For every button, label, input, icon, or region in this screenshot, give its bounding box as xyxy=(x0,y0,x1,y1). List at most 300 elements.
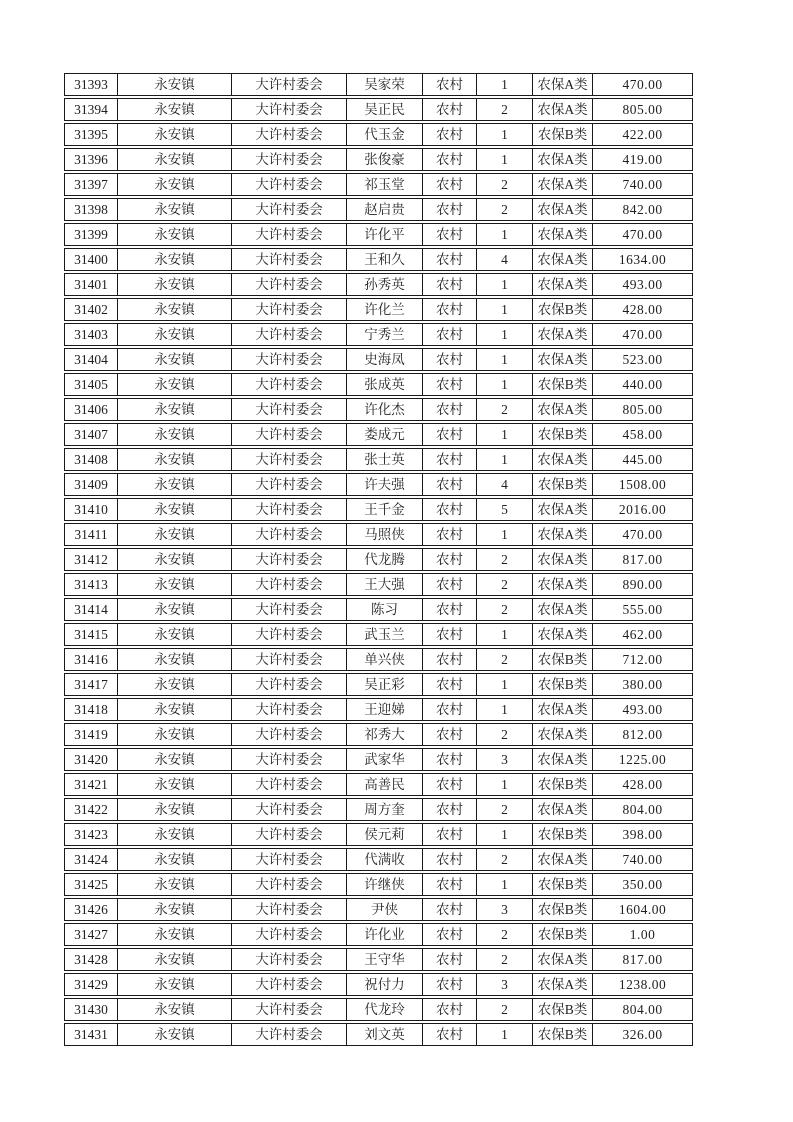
town-cell: 永安镇 xyxy=(117,599,231,620)
residence-type-cell: 农村 xyxy=(422,299,476,320)
record-id-cell: 31424 xyxy=(74,852,108,867)
residence-type-cell: 农村 xyxy=(422,849,476,870)
person-count-cell: 1 xyxy=(476,1024,532,1045)
table-row xyxy=(64,223,693,246)
person-count-cell: 3 xyxy=(476,749,532,770)
record-id-cell: 31404 xyxy=(74,352,108,367)
residence-type-cell: 农村 xyxy=(422,274,476,295)
amount-cell: 740.00 xyxy=(592,174,692,195)
insurance-category-cell: 农保A类 xyxy=(532,399,592,420)
table-row xyxy=(64,73,693,96)
record-id-cell: 31405 xyxy=(74,377,108,392)
person-count-cell: 1 xyxy=(476,324,532,345)
amount-cell: 398.00 xyxy=(592,824,692,845)
person-count-cell: 2 xyxy=(476,649,532,670)
table-row xyxy=(64,398,693,421)
record-id-cell: 31420 xyxy=(74,752,108,767)
person-name-cell: 武家华 xyxy=(346,749,422,770)
table-row xyxy=(64,673,693,696)
town-cell: 永安镇 xyxy=(117,324,231,345)
town-cell: 永安镇 xyxy=(117,574,231,595)
village-committee-cell: 大许村委会 xyxy=(231,499,346,520)
record-id-cell: 31408 xyxy=(74,452,108,467)
amount-cell: 1604.00 xyxy=(592,899,692,920)
village-committee-cell: 大许村委会 xyxy=(231,549,346,570)
table-row xyxy=(64,873,693,896)
residence-type-cell: 农村 xyxy=(422,724,476,745)
village-committee-cell: 大许村委会 xyxy=(231,474,346,495)
person-name-cell: 王迎娣 xyxy=(346,699,422,720)
insurance-category-cell: 农保B类 xyxy=(532,824,592,845)
table-row xyxy=(64,98,693,121)
amount-cell: 842.00 xyxy=(592,199,692,220)
village-committee-cell: 大许村委会 xyxy=(231,999,346,1020)
record-id-cell: 31393 xyxy=(74,77,108,92)
town-cell: 永安镇 xyxy=(117,1024,231,1045)
person-name-cell: 张成英 xyxy=(346,374,422,395)
town-cell: 永安镇 xyxy=(117,174,231,195)
amount-cell: 428.00 xyxy=(592,774,692,795)
village-committee-cell: 大许村委会 xyxy=(231,299,346,320)
town-cell: 永安镇 xyxy=(117,799,231,820)
amount-cell: 350.00 xyxy=(592,874,692,895)
residence-type-cell: 农村 xyxy=(422,399,476,420)
record-id-cell: 31412 xyxy=(74,552,108,567)
town-cell: 永安镇 xyxy=(117,149,231,170)
person-name-cell: 代满收 xyxy=(346,849,422,870)
record-id-cell: 31430 xyxy=(74,1002,108,1017)
village-committee-cell: 大许村委会 xyxy=(231,99,346,120)
amount-cell: 493.00 xyxy=(592,274,692,295)
village-committee-cell: 大许村委会 xyxy=(231,424,346,445)
table-row xyxy=(64,723,693,746)
person-count-cell: 4 xyxy=(476,474,532,495)
person-count-cell: 1 xyxy=(476,349,532,370)
village-committee-cell: 大许村委会 xyxy=(231,799,346,820)
residence-type-cell: 农村 xyxy=(422,999,476,1020)
table-row xyxy=(64,773,693,796)
village-committee-cell: 大许村委会 xyxy=(231,224,346,245)
residence-type-cell: 农村 xyxy=(422,99,476,120)
residence-type-cell: 农村 xyxy=(422,624,476,645)
person-count-cell: 1 xyxy=(476,74,532,95)
table-row xyxy=(64,923,693,946)
insurance-category-cell: 农保B类 xyxy=(532,1024,592,1045)
town-cell: 永安镇 xyxy=(117,999,231,1020)
village-committee-cell: 大许村委会 xyxy=(231,824,346,845)
residence-type-cell: 农村 xyxy=(422,924,476,945)
insurance-category-cell: 农保B类 xyxy=(532,674,592,695)
town-cell: 永安镇 xyxy=(117,474,231,495)
person-name-cell: 张俊豪 xyxy=(346,149,422,170)
village-committee-cell: 大许村委会 xyxy=(231,449,346,470)
table-row xyxy=(64,548,693,571)
amount-cell: 470.00 xyxy=(592,324,692,345)
amount-cell: 555.00 xyxy=(592,599,692,620)
village-committee-cell: 大许村委会 xyxy=(231,249,346,270)
person-name-cell: 宁秀兰 xyxy=(346,324,422,345)
town-cell: 永安镇 xyxy=(117,74,231,95)
person-count-cell: 2 xyxy=(476,849,532,870)
residence-type-cell: 农村 xyxy=(422,199,476,220)
person-name-cell: 单兴侠 xyxy=(346,649,422,670)
village-committee-cell: 大许村委会 xyxy=(231,699,346,720)
table-row xyxy=(64,198,693,221)
table-row xyxy=(64,1023,693,1046)
insurance-category-cell: 农保A类 xyxy=(532,174,592,195)
town-cell: 永安镇 xyxy=(117,274,231,295)
village-committee-cell: 大许村委会 xyxy=(231,724,346,745)
person-count-cell: 3 xyxy=(476,974,532,995)
person-count-cell: 1 xyxy=(476,299,532,320)
town-cell: 永安镇 xyxy=(117,949,231,970)
amount-cell: 458.00 xyxy=(592,424,692,445)
amount-cell: 1238.00 xyxy=(592,974,692,995)
table-row xyxy=(64,748,693,771)
person-count-cell: 5 xyxy=(476,499,532,520)
village-committee-cell: 大许村委会 xyxy=(231,774,346,795)
person-count-cell: 1 xyxy=(476,149,532,170)
table-row xyxy=(64,348,693,371)
town-cell: 永安镇 xyxy=(117,524,231,545)
town-cell: 永安镇 xyxy=(117,299,231,320)
village-committee-cell: 大许村委会 xyxy=(231,199,346,220)
residence-type-cell: 农村 xyxy=(422,224,476,245)
amount-cell: 422.00 xyxy=(592,124,692,145)
table-row xyxy=(64,273,693,296)
insurance-category-cell: 农保A类 xyxy=(532,149,592,170)
person-count-cell: 1 xyxy=(476,274,532,295)
insurance-category-cell: 农保A类 xyxy=(532,624,592,645)
insurance-category-cell: 农保B类 xyxy=(532,874,592,895)
residence-type-cell: 农村 xyxy=(422,774,476,795)
insurance-category-cell: 农保A类 xyxy=(532,524,592,545)
residence-type-cell: 农村 xyxy=(422,524,476,545)
person-name-cell: 高善民 xyxy=(346,774,422,795)
person-name-cell: 娄成元 xyxy=(346,424,422,445)
amount-cell: 740.00 xyxy=(592,849,692,870)
person-name-cell: 许化业 xyxy=(346,924,422,945)
village-committee-cell: 大许村委会 xyxy=(231,124,346,145)
insurance-category-cell: 农保A类 xyxy=(532,849,592,870)
insurance-category-cell: 农保A类 xyxy=(532,724,592,745)
table-row xyxy=(64,523,693,546)
person-name-cell: 许化杰 xyxy=(346,399,422,420)
town-cell: 永安镇 xyxy=(117,749,231,770)
table-row xyxy=(64,698,693,721)
record-id-cell: 31402 xyxy=(74,302,108,317)
village-committee-cell: 大许村委会 xyxy=(231,649,346,670)
residence-type-cell: 农村 xyxy=(422,449,476,470)
amount-cell: 1508.00 xyxy=(592,474,692,495)
record-id-cell: 31423 xyxy=(74,827,108,842)
person-count-cell: 1 xyxy=(476,674,532,695)
village-committee-cell: 大许村委会 xyxy=(231,924,346,945)
town-cell: 永安镇 xyxy=(117,774,231,795)
table-row xyxy=(64,848,693,871)
table-row xyxy=(64,573,693,596)
amount-cell: 470.00 xyxy=(592,74,692,95)
person-count-cell: 1 xyxy=(476,624,532,645)
amount-cell: 445.00 xyxy=(592,449,692,470)
town-cell: 永安镇 xyxy=(117,499,231,520)
person-count-cell: 1 xyxy=(476,424,532,445)
amount-cell: 470.00 xyxy=(592,524,692,545)
village-committee-cell: 大许村委会 xyxy=(231,574,346,595)
record-id-cell: 31400 xyxy=(74,252,108,267)
town-cell: 永安镇 xyxy=(117,649,231,670)
residence-type-cell: 农村 xyxy=(422,499,476,520)
person-count-cell: 1 xyxy=(476,449,532,470)
person-count-cell: 1 xyxy=(476,699,532,720)
person-name-cell: 祁玉堂 xyxy=(346,174,422,195)
insurance-category-cell: 农保A类 xyxy=(532,749,592,770)
amount-cell: 1225.00 xyxy=(592,749,692,770)
record-id-cell: 31406 xyxy=(74,402,108,417)
residence-type-cell: 农村 xyxy=(422,249,476,270)
insurance-category-cell: 农保A类 xyxy=(532,449,592,470)
amount-cell: 1634.00 xyxy=(592,249,692,270)
residence-type-cell: 农村 xyxy=(422,824,476,845)
town-cell: 永安镇 xyxy=(117,249,231,270)
table-row xyxy=(64,823,693,846)
person-count-cell: 2 xyxy=(476,99,532,120)
village-committee-cell: 大许村委会 xyxy=(231,874,346,895)
table-row xyxy=(64,973,693,996)
village-committee-cell: 大许村委会 xyxy=(231,674,346,695)
person-name-cell: 吴家荣 xyxy=(346,74,422,95)
residence-type-cell: 农村 xyxy=(422,874,476,895)
person-count-cell: 1 xyxy=(476,774,532,795)
person-name-cell: 史海凤 xyxy=(346,349,422,370)
person-count-cell: 2 xyxy=(476,599,532,620)
record-id-cell: 31416 xyxy=(74,652,108,667)
person-count-cell: 2 xyxy=(476,399,532,420)
residence-type-cell: 农村 xyxy=(422,549,476,570)
person-count-cell: 2 xyxy=(476,949,532,970)
village-committee-cell: 大许村委会 xyxy=(231,974,346,995)
amount-cell: 440.00 xyxy=(592,374,692,395)
table-row xyxy=(64,598,693,621)
person-name-cell: 侯元莉 xyxy=(346,824,422,845)
record-id-cell: 31399 xyxy=(74,227,108,242)
person-name-cell: 代玉金 xyxy=(346,124,422,145)
insurance-category-cell: 农保B类 xyxy=(532,124,592,145)
insurance-category-cell: 农保B类 xyxy=(532,474,592,495)
record-id-cell: 31401 xyxy=(74,277,108,292)
person-name-cell: 代龙腾 xyxy=(346,549,422,570)
person-count-cell: 3 xyxy=(476,899,532,920)
person-name-cell: 赵启贵 xyxy=(346,199,422,220)
residence-type-cell: 农村 xyxy=(422,424,476,445)
insurance-category-cell: 农保B类 xyxy=(532,424,592,445)
amount-cell: 2016.00 xyxy=(592,499,692,520)
person-name-cell: 王和久 xyxy=(346,249,422,270)
person-count-cell: 1 xyxy=(476,824,532,845)
person-name-cell: 王守华 xyxy=(346,949,422,970)
residence-type-cell: 农村 xyxy=(422,674,476,695)
town-cell: 永安镇 xyxy=(117,924,231,945)
record-id-cell: 31426 xyxy=(74,902,108,917)
record-id-cell: 31410 xyxy=(74,502,108,517)
amount-cell: 1.00 xyxy=(592,924,692,945)
amount-cell: 804.00 xyxy=(592,799,692,820)
table-row xyxy=(64,373,693,396)
insurance-category-cell: 农保A类 xyxy=(532,949,592,970)
table-row xyxy=(64,423,693,446)
table-row xyxy=(64,648,693,671)
insurance-category-cell: 农保A类 xyxy=(532,324,592,345)
village-committee-cell: 大许村委会 xyxy=(231,599,346,620)
insurance-category-cell: 农保B类 xyxy=(532,774,592,795)
village-committee-cell: 大许村委会 xyxy=(231,374,346,395)
record-id-cell: 31428 xyxy=(74,952,108,967)
residence-type-cell: 农村 xyxy=(422,574,476,595)
table-row xyxy=(64,173,693,196)
amount-cell: 493.00 xyxy=(592,699,692,720)
amount-cell: 890.00 xyxy=(592,574,692,595)
town-cell: 永安镇 xyxy=(117,824,231,845)
record-id-cell: 31396 xyxy=(74,152,108,167)
person-name-cell: 许夫强 xyxy=(346,474,422,495)
residence-type-cell: 农村 xyxy=(422,599,476,620)
amount-cell: 380.00 xyxy=(592,674,692,695)
person-name-cell: 周方奎 xyxy=(346,799,422,820)
person-name-cell: 张士英 xyxy=(346,449,422,470)
amount-cell: 812.00 xyxy=(592,724,692,745)
village-committee-cell: 大许村委会 xyxy=(231,399,346,420)
person-count-cell: 1 xyxy=(476,224,532,245)
insurance-category-cell: 农保B类 xyxy=(532,649,592,670)
residence-type-cell: 农村 xyxy=(422,349,476,370)
town-cell: 永安镇 xyxy=(117,124,231,145)
town-cell: 永安镇 xyxy=(117,449,231,470)
table-row xyxy=(64,448,693,471)
insurance-category-cell: 农保A类 xyxy=(532,99,592,120)
person-count-cell: 1 xyxy=(476,874,532,895)
table-row xyxy=(64,498,693,521)
residence-type-cell: 农村 xyxy=(422,374,476,395)
record-id-cell: 31425 xyxy=(74,877,108,892)
town-cell: 永安镇 xyxy=(117,724,231,745)
table-row xyxy=(64,998,693,1021)
village-committee-cell: 大许村委会 xyxy=(231,624,346,645)
table-row xyxy=(64,298,693,321)
village-committee-cell: 大许村委会 xyxy=(231,149,346,170)
person-name-cell: 许化兰 xyxy=(346,299,422,320)
person-count-cell: 2 xyxy=(476,724,532,745)
amount-cell: 712.00 xyxy=(592,649,692,670)
person-name-cell: 吴正彩 xyxy=(346,674,422,695)
person-count-cell: 2 xyxy=(476,549,532,570)
insurance-category-cell: 农保A类 xyxy=(532,599,592,620)
residence-type-cell: 农村 xyxy=(422,149,476,170)
town-cell: 永安镇 xyxy=(117,424,231,445)
record-id-cell: 31427 xyxy=(74,927,108,942)
town-cell: 永安镇 xyxy=(117,899,231,920)
record-id-cell: 31395 xyxy=(74,127,108,142)
village-committee-cell: 大许村委会 xyxy=(231,324,346,345)
record-id-cell: 31394 xyxy=(74,102,108,117)
record-id-cell: 31411 xyxy=(74,527,108,542)
person-count-cell: 1 xyxy=(476,524,532,545)
town-cell: 永安镇 xyxy=(117,349,231,370)
insurance-category-cell: 农保A类 xyxy=(532,974,592,995)
residence-type-cell: 农村 xyxy=(422,749,476,770)
residence-type-cell: 农村 xyxy=(422,974,476,995)
amount-cell: 805.00 xyxy=(592,399,692,420)
amount-cell: 462.00 xyxy=(592,624,692,645)
person-name-cell: 祁秀大 xyxy=(346,724,422,745)
person-name-cell: 孙秀英 xyxy=(346,274,422,295)
insurance-category-cell: 农保B类 xyxy=(532,299,592,320)
village-committee-cell: 大许村委会 xyxy=(231,74,346,95)
person-count-cell: 2 xyxy=(476,799,532,820)
person-name-cell: 代龙玲 xyxy=(346,999,422,1020)
person-count-cell: 4 xyxy=(476,249,532,270)
village-committee-cell: 大许村委会 xyxy=(231,524,346,545)
residence-type-cell: 农村 xyxy=(422,324,476,345)
table-row xyxy=(64,623,693,646)
insurance-category-cell: 农保B类 xyxy=(532,374,592,395)
village-committee-cell: 大许村委会 xyxy=(231,1024,346,1045)
amount-cell: 817.00 xyxy=(592,549,692,570)
person-count-cell: 2 xyxy=(476,174,532,195)
town-cell: 永安镇 xyxy=(117,624,231,645)
record-id-cell: 31429 xyxy=(74,977,108,992)
residence-type-cell: 农村 xyxy=(422,649,476,670)
record-id-cell: 31415 xyxy=(74,627,108,642)
town-cell: 永安镇 xyxy=(117,199,231,220)
record-id-cell: 31418 xyxy=(74,702,108,717)
person-name-cell: 陈习 xyxy=(346,599,422,620)
amount-cell: 523.00 xyxy=(592,349,692,370)
insurance-category-cell: 农保A类 xyxy=(532,224,592,245)
residence-type-cell: 农村 xyxy=(422,1024,476,1045)
record-id-cell: 31431 xyxy=(74,1027,108,1042)
village-committee-cell: 大许村委会 xyxy=(231,349,346,370)
record-id-cell: 31414 xyxy=(74,602,108,617)
residence-type-cell: 农村 xyxy=(422,124,476,145)
residence-type-cell: 农村 xyxy=(422,799,476,820)
village-committee-cell: 大许村委会 xyxy=(231,899,346,920)
person-name-cell: 许继侠 xyxy=(346,874,422,895)
village-committee-cell: 大许村委会 xyxy=(231,274,346,295)
record-id-cell: 31397 xyxy=(74,177,108,192)
amount-cell: 326.00 xyxy=(592,1024,692,1045)
person-name-cell: 王千金 xyxy=(346,499,422,520)
town-cell: 永安镇 xyxy=(117,374,231,395)
record-id-cell: 31398 xyxy=(74,202,108,217)
village-committee-cell: 大许村委会 xyxy=(231,849,346,870)
insurance-category-cell: 农保A类 xyxy=(532,274,592,295)
town-cell: 永安镇 xyxy=(117,699,231,720)
person-name-cell: 武玉兰 xyxy=(346,624,422,645)
insurance-category-cell: 农保A类 xyxy=(532,349,592,370)
village-committee-cell: 大许村委会 xyxy=(231,949,346,970)
table-row xyxy=(64,248,693,271)
table-row xyxy=(64,948,693,971)
amount-cell: 817.00 xyxy=(592,949,692,970)
insurance-category-cell: 农保A类 xyxy=(532,74,592,95)
insurance-category-cell: 农保A类 xyxy=(532,699,592,720)
record-id-cell: 31421 xyxy=(74,777,108,792)
insurance-category-cell: 农保A类 xyxy=(532,549,592,570)
insurance-category-cell: 农保B类 xyxy=(532,999,592,1020)
table-row xyxy=(64,323,693,346)
person-count-cell: 2 xyxy=(476,999,532,1020)
town-cell: 永安镇 xyxy=(117,974,231,995)
